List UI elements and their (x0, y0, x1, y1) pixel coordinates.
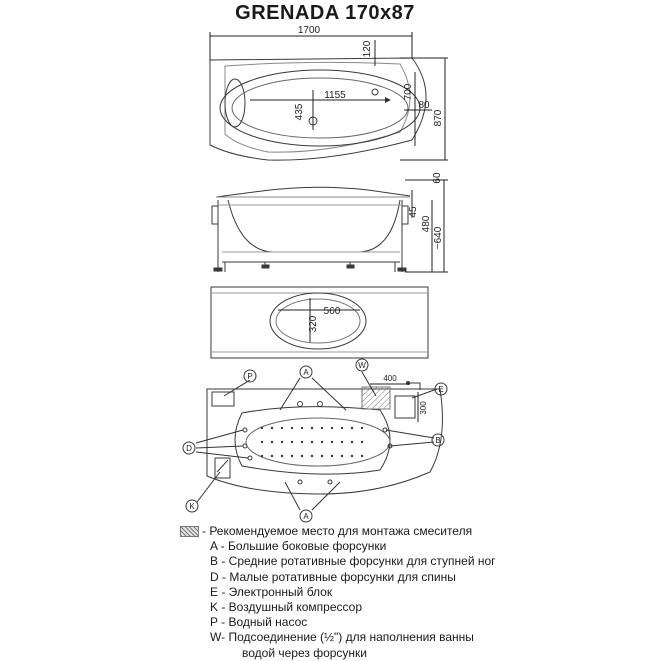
dim-rim-top: 120 (362, 40, 373, 58)
dim-length: 1700 (297, 25, 321, 36)
mixer-zone-swatch-icon (180, 526, 199, 537)
legend-mixer-text: - Рекомендуемое место для монтажа смесителя (202, 524, 473, 538)
dim-inner-width: 700 (403, 83, 414, 101)
dim-drain-offset: 435 (294, 103, 305, 121)
layout-view (183, 359, 447, 522)
callout-label-e: E (438, 385, 444, 394)
legend-item-w: W- Подсоединение (½") для наполнения ванны (210, 630, 474, 645)
callout-label-k: K (189, 502, 195, 511)
dim-end-offset: 80 (418, 100, 430, 111)
legend-item-b: B - Средние ротативные форсунки для ступней ног (210, 554, 496, 569)
legend-item-e: E - Электронный блок (210, 584, 333, 599)
dim-total-height: ~640 (433, 226, 444, 250)
side-view (212, 180, 448, 272)
legend-item-k: K - Воздушный компрессор (210, 600, 363, 615)
callout-label-a-bottom: A (303, 512, 309, 521)
legend-item-w-continuation: водой через форсунки (242, 645, 368, 660)
nozzle-dots (261, 427, 363, 457)
legend-item-mixer (180, 524, 640, 539)
dim-oval-width: 560 (323, 306, 341, 317)
dim-inner-length: 1155 (324, 90, 346, 101)
callout-label-p: P (247, 372, 253, 381)
drawing-title: GRENADA 170x87 (235, 2, 415, 24)
callout-label-w: W (358, 361, 366, 370)
dim-depth: 45 (408, 206, 419, 218)
legend-item-d: D - Малые ротативные форсунки для спины (210, 569, 456, 584)
dim-outer-width: 870 (433, 109, 444, 127)
dim-rim: 60 (432, 172, 443, 184)
legend-item-a: A - Большие боковые форсунки (210, 539, 387, 554)
callout-label-b: B (435, 436, 441, 445)
legend (180, 524, 640, 661)
panel-view (211, 287, 428, 358)
callout-label-a-top: A (303, 368, 309, 377)
dim-oval-height: 320 (308, 315, 319, 333)
legend-item-p: P - Водный насос (210, 615, 308, 630)
callout-label-d: D (186, 444, 192, 453)
dim-mixer-depth: 300 (419, 401, 428, 415)
dim-mixer-width: 400 (383, 374, 397, 383)
dim-bottom-height: 480 (421, 215, 432, 233)
